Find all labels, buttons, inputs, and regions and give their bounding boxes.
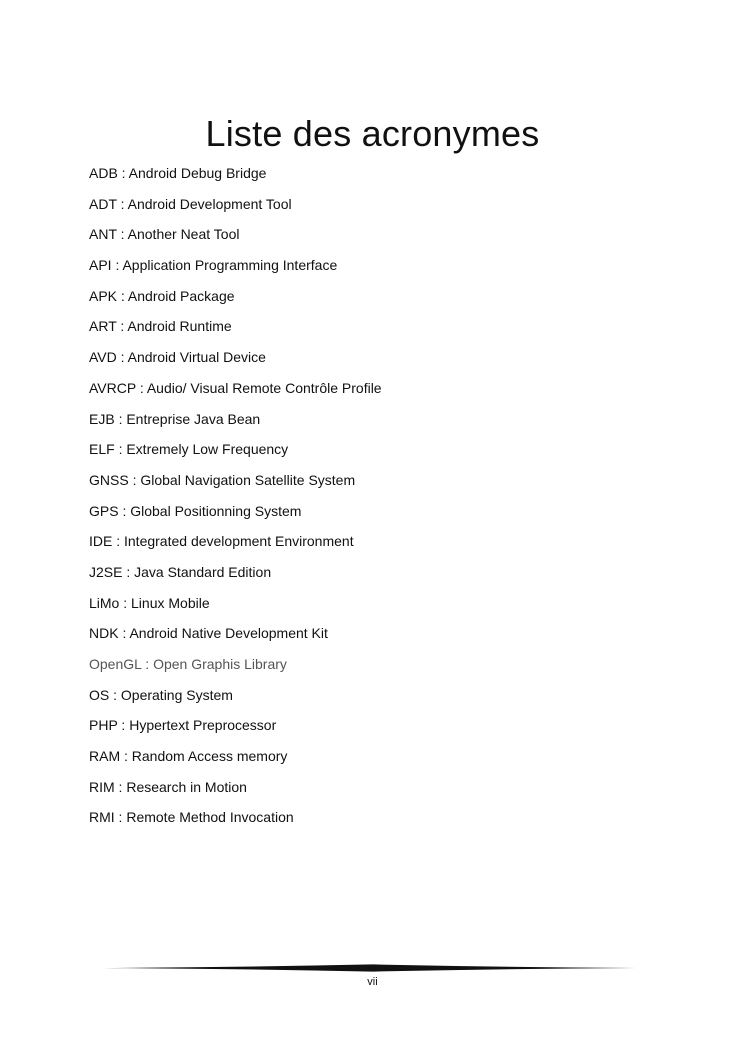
acronym-item: OpenGL : Open Graphis Library [89, 656, 287, 672]
acronym-item: AVRCP : Audio/ Visual Remote Contrôle Profile [89, 379, 382, 396]
acronym-item: EJB : Entreprise Java Bean [89, 410, 261, 427]
acronym-item: API : Application Programming Interface [89, 257, 338, 274]
acronym-item: IDE : Integrated development Environment [89, 533, 354, 550]
acronym-list [89, 163, 382, 838]
acronym-item: ART : Android Runtime [89, 318, 232, 335]
acronym-item: ANT : Another Neat Tool [89, 226, 240, 243]
page-number: vii [367, 976, 378, 988]
footer-divider [103, 962, 643, 974]
acronym-item: NDK : Android Native Development Kit [89, 625, 328, 642]
acronym-item: J2SE : Java Standard Edition [89, 563, 272, 580]
acronym-item: LiMo : Linux Mobile [89, 594, 210, 611]
acronym-item: GNSS : Global Navigation Satellite System [89, 471, 356, 488]
acronym-item: AVD : Android Virtual Device [89, 349, 266, 366]
acronym-item: RIM : Research in Motion [89, 778, 247, 795]
page-title: Liste des acronymes [205, 113, 540, 155]
acronym-item: PHP : Hypertext Preprocessor [89, 717, 277, 734]
acronym-item: ADB : Android Debug Bridge [89, 165, 267, 181]
acronym-item: RMI : Remote Method Invocation [89, 809, 294, 826]
acronym-item: APK : Android Package [89, 287, 235, 304]
acronym-item: ELF : Extremely Low Frequency [89, 441, 289, 458]
acronym-item: GPS : Global Positionning System [89, 502, 302, 519]
acronym-item: ADT : Android Development Tool [89, 195, 292, 212]
acronym-item: RAM : Random Access memory [89, 748, 288, 765]
acronym-item: OS : Operating System [89, 686, 233, 703]
